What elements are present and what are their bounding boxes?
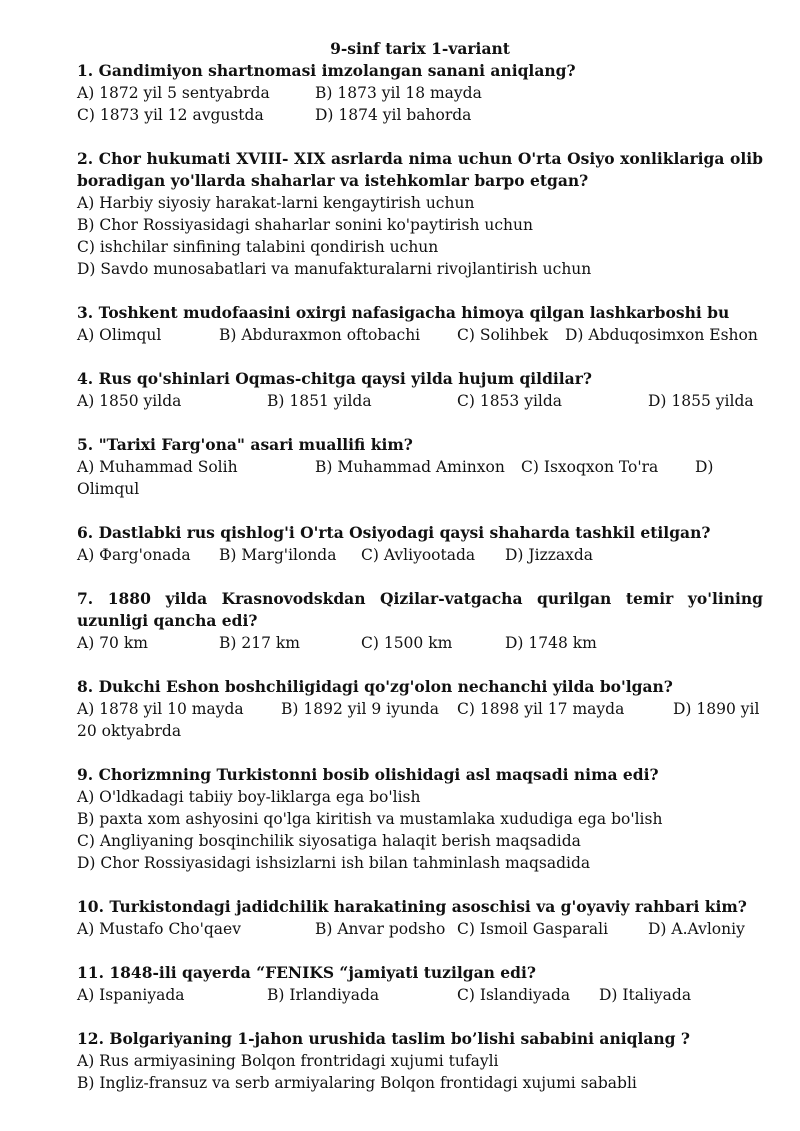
option-row	[77, 632, 763, 654]
option-d: D) 1855 yilda	[648, 392, 754, 410]
option-d: D)	[695, 458, 714, 476]
question-text: 12. Bolgariyaning 1-jahon urushida taslim bo’lishi sababini aniqlang ?	[77, 1029, 690, 1048]
option-b: B) Muhammad Aminxon	[315, 458, 505, 476]
option-a: A) Rus armiyasining Bolqon frontridagi xujumi tufayli	[77, 1052, 499, 1070]
option-b: B) 1892 yil 9 iyunda	[281, 700, 439, 718]
question-6	[77, 522, 763, 566]
question-text: 4. Rus qo'shinlari Oqmas-chitga qaysi yilda hujum qildilar?	[77, 369, 592, 388]
question-7	[77, 588, 763, 654]
option-d: D) Chor Rossiyasidagi ishsizlarni ish bilan tahminlash maqsadida	[77, 854, 591, 872]
option-a: A) 1878 yil 10 mayda	[77, 700, 244, 718]
option-a: A) Harbiy siyosiy harakat-larni kengaytirish uchun	[77, 194, 475, 212]
option-d: D) 1890 yil	[673, 700, 760, 718]
option-row	[77, 104, 763, 126]
option-c: C) ishchilar sinfining talabini qondirish uchun	[77, 238, 439, 256]
question-8	[77, 676, 763, 742]
option-d: D) 1874 yil bahorda	[315, 106, 472, 124]
option-c: C) 1500 km	[361, 634, 453, 652]
option-c: C) 1853 yilda	[457, 392, 563, 410]
option-d-continuation: Olimqul	[77, 480, 140, 498]
option-a: A) Muhammad Solih	[77, 458, 238, 476]
question-text: 9. Chorizmning Turkistonni bosib olishidagi asl maqsadi nima edi?	[77, 765, 659, 784]
question-text: 7. 1880 yilda Krasnovodskdan Qizilar-vatgacha qurilgan temir yo'lining uzunligi qancha edi?	[77, 589, 763, 630]
question-9	[77, 764, 763, 874]
option-d: D) 1748 km	[505, 634, 597, 652]
option-a: A) 1872 yil 5 sentyabrda	[77, 84, 270, 102]
option-b: B) Marg'ilonda	[219, 546, 337, 564]
option-c: C) Isxoqxon To'ra	[521, 458, 659, 476]
question-text: 8. Dukchi Eshon boshchiligidagi qo'zg'olon nechanchi yilda bo'lgan?	[77, 677, 673, 696]
question-1	[77, 60, 763, 126]
question-text: 5. "Tarixi Farg'ona" asari muallifi kim?	[77, 435, 413, 454]
question-text: 10. Turkistondagi jadidchilik harakatining asoschisi va g'oyaviy rahbari kim?	[77, 897, 747, 916]
option-row	[77, 390, 763, 412]
option-d: D) Italiyada	[599, 986, 692, 1004]
option-a: A) Mustafo Cho'qaev	[77, 920, 241, 938]
option-c: C) Solihbek	[457, 326, 549, 344]
option-b: B) paxta xom ashyosini qo'lga kiritish va mustamlaka xududiga ega bo'lish	[77, 810, 663, 828]
option-a: A) Ispaniyada	[77, 986, 185, 1004]
option-row	[77, 82, 763, 104]
test-page	[77, 38, 763, 1094]
option-c: C) 1873 yil 12 avgustda	[77, 106, 264, 124]
option-a: A) 70 km	[77, 634, 148, 652]
option-d: D) Savdo munosabatlari va manufakturalarni rivojlantirish uchun	[77, 260, 592, 278]
option-d-continuation: 20 oktyabrda	[77, 722, 182, 740]
question-2	[77, 148, 763, 280]
option-row	[77, 984, 763, 1006]
question-12	[77, 1028, 763, 1094]
option-c: C) Angliyaning bosqinchilik siyosatiga halaqit berish maqsadida	[77, 832, 581, 850]
page-title: 9-sinf tarix 1-variant	[330, 39, 510, 58]
question-4	[77, 368, 763, 412]
option-a: A) 1850 yilda	[77, 392, 182, 410]
option-row	[77, 698, 763, 720]
option-c: C) 1898 yil 17 mayda	[457, 700, 625, 718]
option-d: D) Jizzaxda	[505, 546, 594, 564]
option-row	[77, 324, 763, 346]
option-c: C) Avliyootada	[361, 546, 476, 564]
option-d: D) A.Avloniy	[648, 920, 745, 938]
option-d: D) Abduqosimxon Eshon	[565, 326, 758, 344]
question-text: 11. 1848-ili qayerda “FENIKS “jamiyati tuzilgan edi?	[77, 963, 536, 982]
question-text: 3. Toshkent mudofaasini oxirgi nafasigacha himoya qilgan lashkarboshi bu	[77, 303, 730, 322]
option-row	[77, 544, 763, 566]
option-row	[77, 918, 763, 940]
question-5	[77, 434, 763, 500]
option-a: A) Olimqul	[77, 326, 162, 344]
option-b: B) Anvar podsho	[315, 920, 446, 938]
option-b: B) 1851 yilda	[267, 392, 372, 410]
option-b: B) 1873 yil 18 mayda	[315, 84, 482, 102]
option-b: B) Abduraxmon oftobachi	[219, 326, 421, 344]
option-a: A) Фarg'onada	[77, 546, 191, 564]
question-3	[77, 302, 763, 346]
question-text: 6. Dastlabki rus qishlog'i O'rta Osiyodagi qaysi shaharda tashkil etilgan?	[77, 523, 711, 542]
option-b: B) Irlandiyada	[267, 986, 380, 1004]
option-row	[77, 456, 763, 478]
option-b: B) 217 km	[219, 634, 300, 652]
question-11	[77, 962, 763, 1006]
option-b: B) Ingliz-fransuz va serb armiyalaring Bolqon frontidagi xujumi sababli	[77, 1074, 637, 1092]
question-text: 1. Gandimiyon shartnomasi imzolangan sanani aniqlang?	[77, 61, 576, 80]
option-c: C) Islandiyada	[457, 986, 571, 1004]
option-c: C) Ismoil Gasparali	[457, 920, 609, 938]
option-a: A) O'ldkadagi tabiiy boy-liklarga ega bo'lish	[77, 788, 421, 806]
option-b: B) Chor Rossiyasidagi shaharlar sonini ko'paytirish uchun	[77, 216, 533, 234]
question-text: 2. Chor hukumati XVIII- XIX asrlarda nima uchun O'rta Osiyo xonliklariga olib boradigan yo'llarda shaharlar va istehkomlar barpo etgan?	[77, 149, 763, 190]
question-10	[77, 896, 763, 940]
